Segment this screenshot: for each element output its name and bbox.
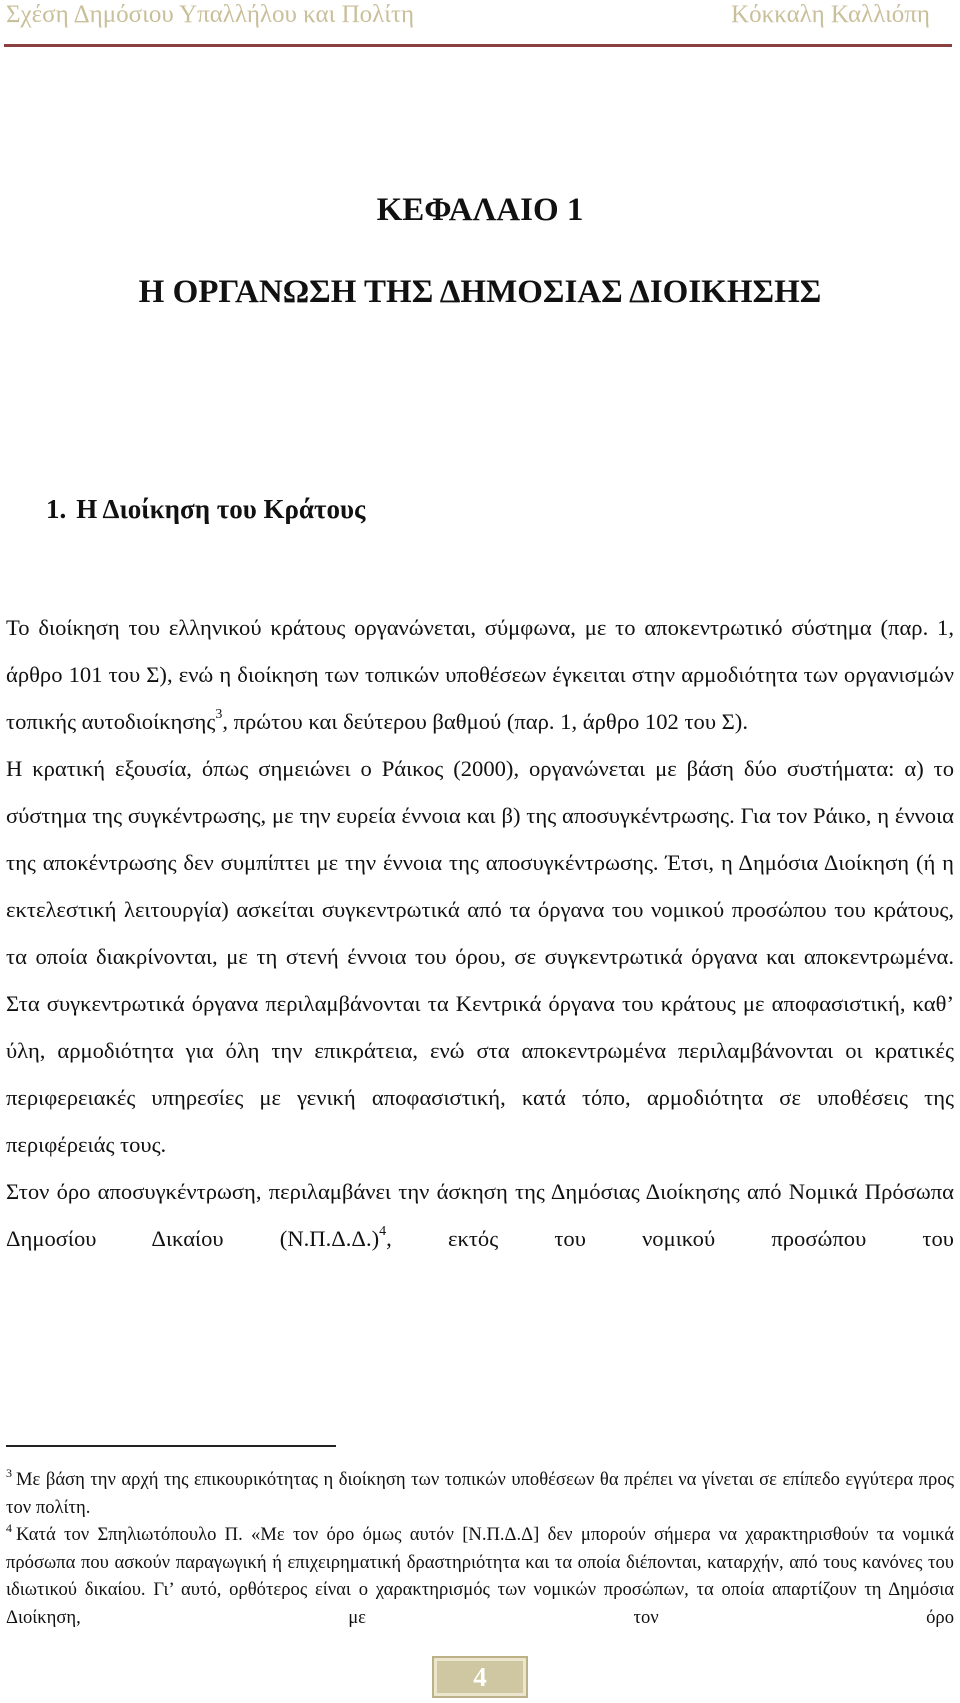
footnote-ref-4[interactable]: 4: [379, 1224, 387, 1239]
footnotes: [6, 1466, 954, 1631]
paragraph-1-text-cont: , πρώτου και δεύτερου βαθμού (παρ. 1, άρθρο 102 του Σ).: [222, 709, 748, 734]
footnote-separator: [6, 1445, 336, 1447]
running-header-author: Κόκκαλη Καλλιόπη: [731, 1, 930, 28]
body-text: [6, 604, 954, 1262]
paragraph-3: [6, 1168, 954, 1262]
paragraph-2: Η κρατική εξουσία, όπως σημειώνει ο Ράικος (2000), οργανώνεται με βάση δύο συστήματα: α) το σύστημα της συγκέντρωσης, με την ευρεία έννοια και β) της αποσυγκέντρωσης. Για τον Ράικο, η έννοια της αποκέντρωσης δεν συμπίπτει με την έννοια της αποσυγκέντρωσης. Έτσι, η Δημόσια Διοίκηση (ή η εκτελεστική λειτουργία) ασκείται συγκεντρωτικά από τα όργανα του νομικού προσώπου του κράτους, τα οποία διακρίνονται, με τη στενή έννοια του όρου, σε συγκεντρωτικά όργανα και αποκεντρωμένα. Στα συγκεντρωτικά όργανα περιλαμβάνονται τα Κεντρικά όργανα του κράτους με αποφασιστική, καθ’ ύλη, αρμοδιότητα για όλη την επικράτεια, ενώ στα αποκεντρωμένα περιλαμβάνονται οι κρατικές περιφερειακές υπηρεσίες με γενική αποφασιστική, κατά τόπο, αρμοδιότητα σε υποθέσεις της περιφέρειάς τους.: [6, 756, 954, 1157]
paragraph-3-text-cont: , εκτός του νομικού προσώπου του: [386, 1226, 954, 1251]
paragraph-1: [6, 604, 954, 745]
footnote-4: [6, 1521, 954, 1631]
page-number: 4: [473, 1662, 487, 1692]
running-header-title: Σχέση Δημόσιου Υπαλλήλου και Πολίτη: [6, 1, 415, 28]
footnote-ref-3[interactable]: 3: [215, 707, 223, 722]
paragraph-1-text: Το διοίκηση του ελληνικού κράτους οργανώνεται, σύμφωνα, με το αποκεντρωτικό σύστημα (παρ. 1, άρθρο 101 του Σ), ενώ η διοίκηση των τοπικών υποθέσεων έγκειται στην αρμοδιότητα των οργανισμών τοπικής αυτοδιοίκησης: [6, 615, 954, 734]
header-rule: [4, 44, 952, 47]
paragraph-3-text: Στον όρο αποσυγκέντρωση, περιλαμβάνει την άσκηση της Δημόσιας Διοίκησης από Νομικά Πρόσωπα Δημοσίου Δικαίου (Ν.Π.Δ.Δ.): [6, 1179, 954, 1251]
running-header: [0, 0, 960, 42]
footnote-4-text: Κατά τον Σπηλιωτόπουλο Π. «Με τον όρο όμως αυτόν [Ν.Π.Δ.Δ] δεν μπορούν σήμερα να χαρακτηρισθούν τα νομικά πρόσωπα που ασκούν παραγωγική ή επιχειρηματική δραστηριότητα και τα οποία διέπονται, καταρχήν, από τους κανόνες του ιδιωτικού δικαίου. Γι’ αυτό, ορθότερος είναι ο χαρακτηρισμός των νομικών προσώπων, τα οποία απαρτίζουν τη Δημόσια Διοίκηση, με τον όρο: [6, 1524, 954, 1628]
footnote-3: [6, 1466, 954, 1521]
footnote-marker-4: 4: [6, 1521, 12, 1535]
section-title: Η Διοίκηση του Κράτους: [76, 494, 366, 524]
footnote-3-text: Με βάση την αρχή της επικουρικότητας η διοίκηση των τοπικών υποθέσεων θα πρέπει να γίνεται σε επίπεδο εγγύτερα προς τον πολίτη.: [6, 1469, 954, 1518]
section-number: 1.: [46, 494, 67, 524]
chapter-title: Η ΟΡΓΑΝΩΣΗ ΤΗΣ ΔΗΜΟΣΙΑΣ ΔΙΟΙΚΗΣΗΣ: [138, 274, 822, 310]
page-number-box: [432, 1656, 528, 1698]
section-heading: [46, 492, 365, 526]
chapter-label: ΚΕΦΑΛΑΙΟ 1: [376, 192, 584, 228]
footnote-marker-3: 3: [6, 1466, 12, 1480]
